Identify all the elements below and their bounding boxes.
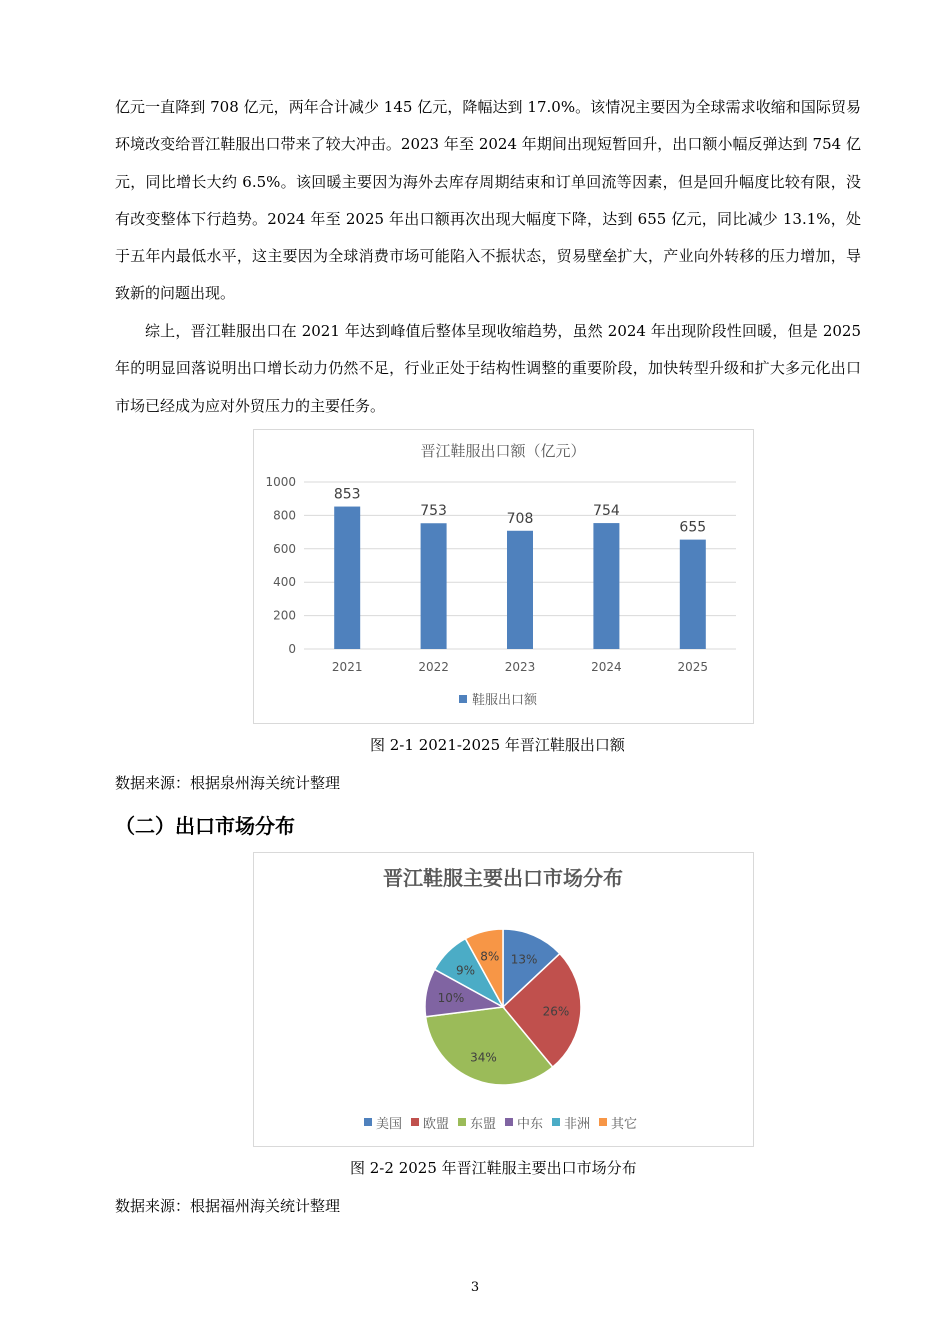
pie-data-label: 10% xyxy=(437,991,465,1006)
legend-swatch xyxy=(459,695,467,703)
x-tick-label: 2024 xyxy=(591,660,622,674)
pie-chart-frame xyxy=(253,852,754,1147)
export-bar-chart xyxy=(254,430,753,723)
pie-chart-title: 晋江鞋服主要出口市场分布 xyxy=(383,866,623,890)
bar-data-label: 753 xyxy=(420,503,447,520)
legend-swatch xyxy=(505,1118,513,1126)
body-paragraph-1: 亿元一直降到 708 亿元，两年合计减少 145 亿元，降幅达到 17.0%。该情况主要因为全球需求收缩和国际贸易环境改变给晋江鞋服出口带来了较大冲击。2023 年至 2024 年期间出现短暂回升，出口额小幅反弹达到 754 亿元，同比增长大约 6.5%。该回暖主要因为海外去库存周期结束和订单回流等因素，但是回升幅度比较有限，没有改变整体下行趋势。2024 年至 2025 年出口额再次出现大幅度下降，达到 655 亿元，同比减少 13.1%，处于五年内最低水平，这主要因为全球消费市场可能陷入不振状态，贸易壁垒扩大，产业向外转移的压力增加，导致新的问题出现。 xyxy=(115,98,861,303)
page-number: 3 xyxy=(470,1280,480,1295)
bar xyxy=(507,531,533,649)
legend-label: 非洲 xyxy=(564,1117,591,1132)
figure-1-caption: 图 2-1 2021-2025 年晋江鞋服出口额 xyxy=(370,736,625,754)
x-tick-label: 2022 xyxy=(418,660,449,674)
y-tick-label: 600 xyxy=(273,541,296,556)
bar-chart-frame xyxy=(253,429,754,724)
pie-data-label: 26% xyxy=(542,1004,570,1019)
bar-data-label: 754 xyxy=(593,503,620,520)
legend-label: 其它 xyxy=(611,1117,638,1132)
pie-data-label: 34% xyxy=(470,1050,497,1065)
bar xyxy=(421,523,447,649)
legend-label: 鞋服出口额 xyxy=(472,693,538,708)
x-tick-label: 2023 xyxy=(504,660,536,674)
figure-1-source: 数据来源：根据泉州海关统计整理 xyxy=(115,774,341,792)
legend-swatch xyxy=(599,1118,607,1126)
legend-swatch xyxy=(552,1118,560,1126)
legend-label: 东盟 xyxy=(470,1117,497,1132)
y-tick-label: 200 xyxy=(273,608,296,623)
bar xyxy=(593,523,619,649)
bar xyxy=(334,507,360,649)
legend-label: 欧盟 xyxy=(423,1117,450,1132)
bar-chart-title: 晋江鞋服出口额（亿元） xyxy=(420,442,586,460)
bar-data-label: 853 xyxy=(333,486,361,503)
y-tick-label: 800 xyxy=(273,508,296,523)
pie-data-label: 9% xyxy=(455,963,476,978)
legend-swatch xyxy=(458,1118,466,1126)
y-tick-label: 400 xyxy=(273,575,296,590)
figure-2-source: 数据来源：根据福州海关统计整理 xyxy=(115,1197,341,1215)
figure-2-caption: 图 2-2 2025 年晋江鞋服主要出口市场分布 xyxy=(350,1159,637,1177)
y-tick-label: 1000 xyxy=(265,475,296,489)
legend-swatch xyxy=(411,1118,419,1126)
legend-label: 美国 xyxy=(376,1117,403,1132)
pie-data-label: 13% xyxy=(510,952,538,967)
pie-data-label: 8% xyxy=(480,949,500,964)
bar xyxy=(680,540,706,649)
market-pie-chart xyxy=(254,853,753,1146)
section-heading: （二）出口市场分布 xyxy=(115,814,295,838)
x-tick-label: 2021 xyxy=(331,660,363,674)
x-tick-label: 2025 xyxy=(677,660,709,674)
bar-data-label: 655 xyxy=(679,519,707,536)
y-tick-label: 0 xyxy=(288,642,296,656)
legend-label: 中东 xyxy=(517,1117,544,1132)
bar-data-label: 708 xyxy=(506,510,534,527)
legend-swatch xyxy=(364,1118,372,1126)
body-paragraph-2: 综上，晋江鞋服出口在 2021 年达到峰值后整体呈现收缩趋势，虽然 2024 年出现阶段性回暖，但是 2025 年的明显回落说明出口增长动力仍然不足，行业正处于结构性调整的重要阶段，加快转型升级和扩大多元化出口市场已经成为应对外贸压力的主要任务。 xyxy=(115,322,861,415)
